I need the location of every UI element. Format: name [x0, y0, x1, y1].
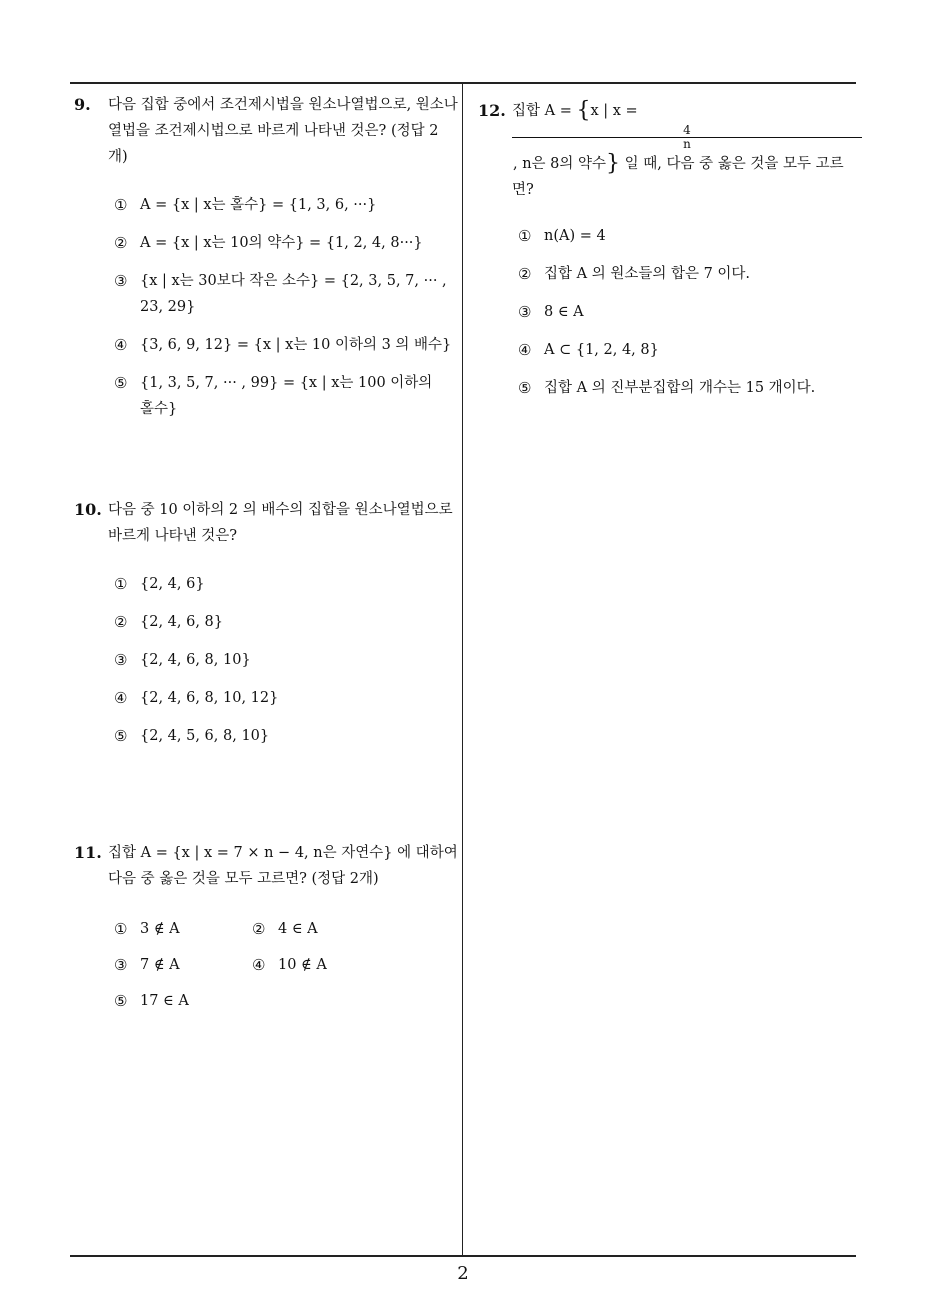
choice-2[interactable]: [518, 261, 862, 287]
question-number: 12.: [478, 101, 506, 120]
choice-text: 3 ∉ A: [140, 921, 180, 937]
choice-5[interactable]: [114, 370, 458, 422]
choice-3[interactable]: [518, 299, 862, 325]
choice-text: {3, 6, 9, 12} = {x | x는 10 이하의 3 의 배수}: [140, 337, 452, 353]
choice-text: 17 ∈ A: [140, 993, 189, 1009]
question-10: [74, 497, 458, 761]
set-builder-head: x | x =: [590, 103, 638, 119]
set-builder-tail: , n은 8의 약수: [513, 156, 607, 172]
choice-marker: ②: [114, 234, 128, 252]
choice-1[interactable]: [114, 192, 458, 218]
question-text: [512, 98, 862, 203]
choice-marker: ③: [114, 651, 128, 669]
choice-marker: ⑤: [518, 379, 532, 397]
choice-marker: ②: [252, 920, 266, 938]
choice-5[interactable]: [114, 988, 252, 1014]
choice-marker: ③: [114, 272, 128, 290]
choice-marker: ①: [114, 196, 128, 214]
choice-text: {2, 4, 6}: [140, 576, 205, 592]
choice-marker: ①: [114, 575, 128, 593]
choice-4[interactable]: [252, 952, 390, 978]
choice-3[interactable]: [114, 647, 458, 673]
choice-2[interactable]: [252, 916, 390, 942]
choice-marker: ④: [252, 956, 266, 974]
fraction-denominator: n: [683, 137, 691, 151]
question-11: [74, 840, 458, 1024]
set-brace-open: {: [576, 98, 591, 123]
bottom-rule: [70, 1255, 856, 1257]
question-number: 9.: [74, 95, 91, 114]
fraction-numerator: 4: [512, 124, 862, 138]
choice-2[interactable]: [114, 609, 458, 635]
choice-text: {2, 4, 6, 8}: [140, 614, 224, 630]
choice-1[interactable]: [114, 571, 458, 597]
choice-text: 7 ∉ A: [140, 957, 180, 973]
choice-3[interactable]: [114, 268, 458, 320]
choice-list: [518, 223, 862, 401]
choice-marker: ②: [518, 265, 532, 283]
choice-marker: ④: [518, 341, 532, 359]
choice-2[interactable]: [114, 230, 458, 256]
choice-text: 8 ∈ A: [544, 304, 584, 320]
choice-list: [114, 192, 458, 422]
question-text-start: 집합 A =: [512, 103, 572, 119]
choice-text: 10 ∉ A: [278, 957, 327, 973]
question-text: 집합 A = {x | x = 7 × n − 4, n은 자연수} 에 대하여 다음 중 옳은 것을 모두 고르면? (정답 2개): [108, 845, 458, 887]
choice-grid: [114, 916, 474, 1024]
choice-1[interactable]: [114, 916, 252, 942]
choice-text: A = {x | x는 홀수} = {1, 3, 6, ···}: [140, 197, 377, 213]
question-text-end: 일 때, 다음 중 옳은 것을 모두 고르면?: [512, 156, 844, 198]
choice-marker: ④: [114, 689, 128, 707]
choice-text: {1, 3, 5, 7, ··· , 99} = {x | x는 100 이하의 홀수}: [140, 375, 433, 417]
question-9: [74, 92, 458, 434]
choice-text: 4 ∈ A: [278, 921, 318, 937]
choice-marker: ③: [114, 956, 128, 974]
choice-text: {2, 4, 6, 8, 10}: [140, 652, 251, 668]
choice-marker: ①: [518, 227, 532, 245]
choice-4[interactable]: [114, 685, 458, 711]
choice-marker: ③: [518, 303, 532, 321]
choice-4[interactable]: [114, 332, 458, 358]
choice-1[interactable]: [518, 223, 862, 249]
choice-text: A ⊂ {1, 2, 4, 8}: [544, 342, 659, 358]
question-text: 다음 집합 중에서 조건제시법을 원소나열법으로, 원소나열법을 조건제시법으로 바르게 나타낸 것은? (정답 2 개): [108, 97, 458, 165]
choice-5[interactable]: [518, 375, 862, 401]
choice-marker: ⑤: [114, 727, 128, 745]
column-divider: [462, 82, 463, 1256]
choice-marker: ⑤: [114, 374, 128, 392]
page-number: 2: [457, 1263, 469, 1284]
question-number: 10.: [74, 500, 102, 519]
choice-5[interactable]: [114, 723, 458, 749]
choice-text: 집합 A 의 원소들의 합은 7 이다.: [544, 266, 751, 282]
question-text: 다음 중 10 이하의 2 의 배수의 집합을 원소나열법으로 바르게 나타낸 것은?: [108, 502, 453, 544]
choice-text: A = {x | x는 10의 약수} = {1, 2, 4, 8···}: [140, 235, 423, 251]
choice-text: n(A) = 4: [544, 228, 606, 244]
choice-marker: ④: [114, 336, 128, 354]
choice-marker: ⑤: [114, 992, 128, 1010]
choice-text: 집합 A 의 진부분집합의 개수는 15 개이다.: [544, 380, 816, 396]
fraction: [512, 124, 862, 151]
top-rule: [70, 82, 856, 84]
choice-marker: ②: [114, 613, 128, 631]
choice-4[interactable]: [518, 337, 862, 363]
choice-3[interactable]: [114, 952, 252, 978]
choice-text: {2, 4, 5, 6, 8, 10}: [140, 728, 270, 744]
choice-marker: ①: [114, 920, 128, 938]
question-12: [478, 98, 862, 413]
choice-text: {2, 4, 6, 8, 10, 12}: [140, 690, 279, 706]
question-number: 11.: [74, 843, 102, 862]
choice-text: {x | x는 30보다 작은 소수} = {2, 3, 5, 7, ··· , 23, 29}: [140, 273, 447, 315]
set-brace-close: }: [606, 151, 621, 176]
choice-list: [114, 571, 458, 749]
